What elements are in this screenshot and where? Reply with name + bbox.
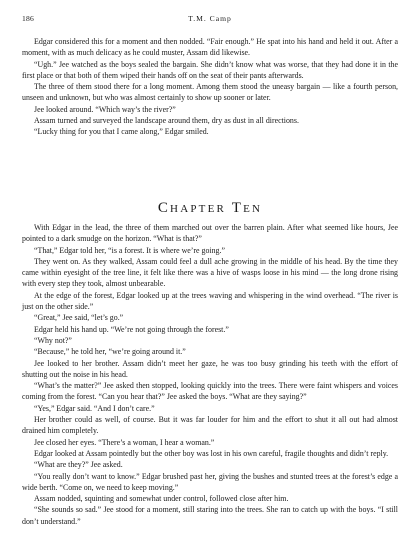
paragraph: “Why not?” (34, 335, 72, 345)
paragraph: “Great,” Jee said, “let’s go.” (34, 313, 124, 323)
paragraph: Edgar looked at Assam pointedly but the other boy was lost in his own careful, fragile thoughts and didn’t reply. (34, 448, 389, 458)
paragraph: Edgar held his hand up. “We’re not going through the forest.” (34, 324, 229, 334)
paragraph: “You really don’t want to know.” Edgar brushed past her, giving the bushes and stunted trees at the forest’s edge a wide berth. “Come on, we need to keep moving.” (22, 471, 398, 492)
paragraph: “What are they?” Jee asked. (34, 460, 123, 470)
chapter-body (22, 222, 398, 527)
paragraph: Her brother could as well, of course. But it was far louder for him and the effort to shut it all out had almost drained him completely. (22, 415, 398, 436)
paragraph: “She sounds so sad.” Jee stood for a moment, still staring into the trees. She ran to catch up with the boys. “I still don’t understand.” (22, 505, 398, 526)
paragraph: “Yes,” Edgar said. “And I don’t care.” (34, 403, 155, 413)
paragraph: Jee closed her eyes. “There’s a woman, I hear a woman.” (34, 437, 215, 447)
paragraph: Assam turned and surveyed the landscape around them, dry as dust in all directions. (34, 116, 299, 126)
paragraph: “What’s the matter?” Jee asked then stopped, looking quickly into the trees. There were faint whispers and voices coming from the forest. “Can you hear that?” Jee asked the boys. “What are they saying?” (22, 381, 398, 402)
paragraph: Jee looked to her brother. Assam didn’t meet her gaze, he was too busy grinding his teeth with the effort of shutting out the noise in his head. (22, 358, 398, 379)
section-before-chapter (22, 36, 398, 138)
paragraph: Assam nodded, squinting and somewhat under control, followed close after him. (34, 494, 289, 504)
paragraph: “That,” Edgar told her, “is a forest. It is where we’re going.” (34, 245, 225, 255)
page-header (22, 14, 398, 28)
page-number: 186 (22, 14, 34, 23)
chapter-title: Chapter Ten (157, 200, 263, 217)
running-head: T.M. Camp (188, 14, 232, 23)
paragraph: “Ugh.” Jee watched as the boys sealed the bargain. She didn’t know what was worse, that they had done it in the first place or that both of them wiped their hands off on the seat of their pants afterwards. (22, 59, 398, 80)
paragraph: Jee looked around. “Which way’s the river?” (34, 104, 176, 114)
paragraph: With Edgar in the lead, the three of them marched out over the barren plain. After what seemed like hours, Jee pointed to a dark smudge on the horizon. “What is that?” (22, 223, 398, 244)
paragraph: “Lucky thing for you that I came along,” Edgar smiled. (34, 127, 209, 137)
paragraph: Edgar considered this for a moment and then nodded. “Fair enough.” He spat into his hand and held it out. After a moment, with as much delicacy as he could muster, Assam did likewise. (22, 37, 398, 58)
paragraph: They went on. As they walked, Assam could feel a dull ache growing in the middle of his head. By the time they came within eyesight of the tree line, it felt like there was a hive of wasps loose in his mind — the long drone rising with every step they took, almost unbearable. (22, 256, 398, 289)
paragraph: The three of them stood there for a long moment. Among them stood the uneasy bargain — like a fourth person, unseen and unknown, but who was almost certainly to show up sooner or later. (22, 82, 398, 103)
paragraph: “Because,” he told her, “we’re going around it.” (34, 347, 186, 357)
paragraph: At the edge of the forest, Edgar looked up at the trees waving and whispering in the wind overhead. “The river is just on the other side.” (22, 290, 398, 312)
